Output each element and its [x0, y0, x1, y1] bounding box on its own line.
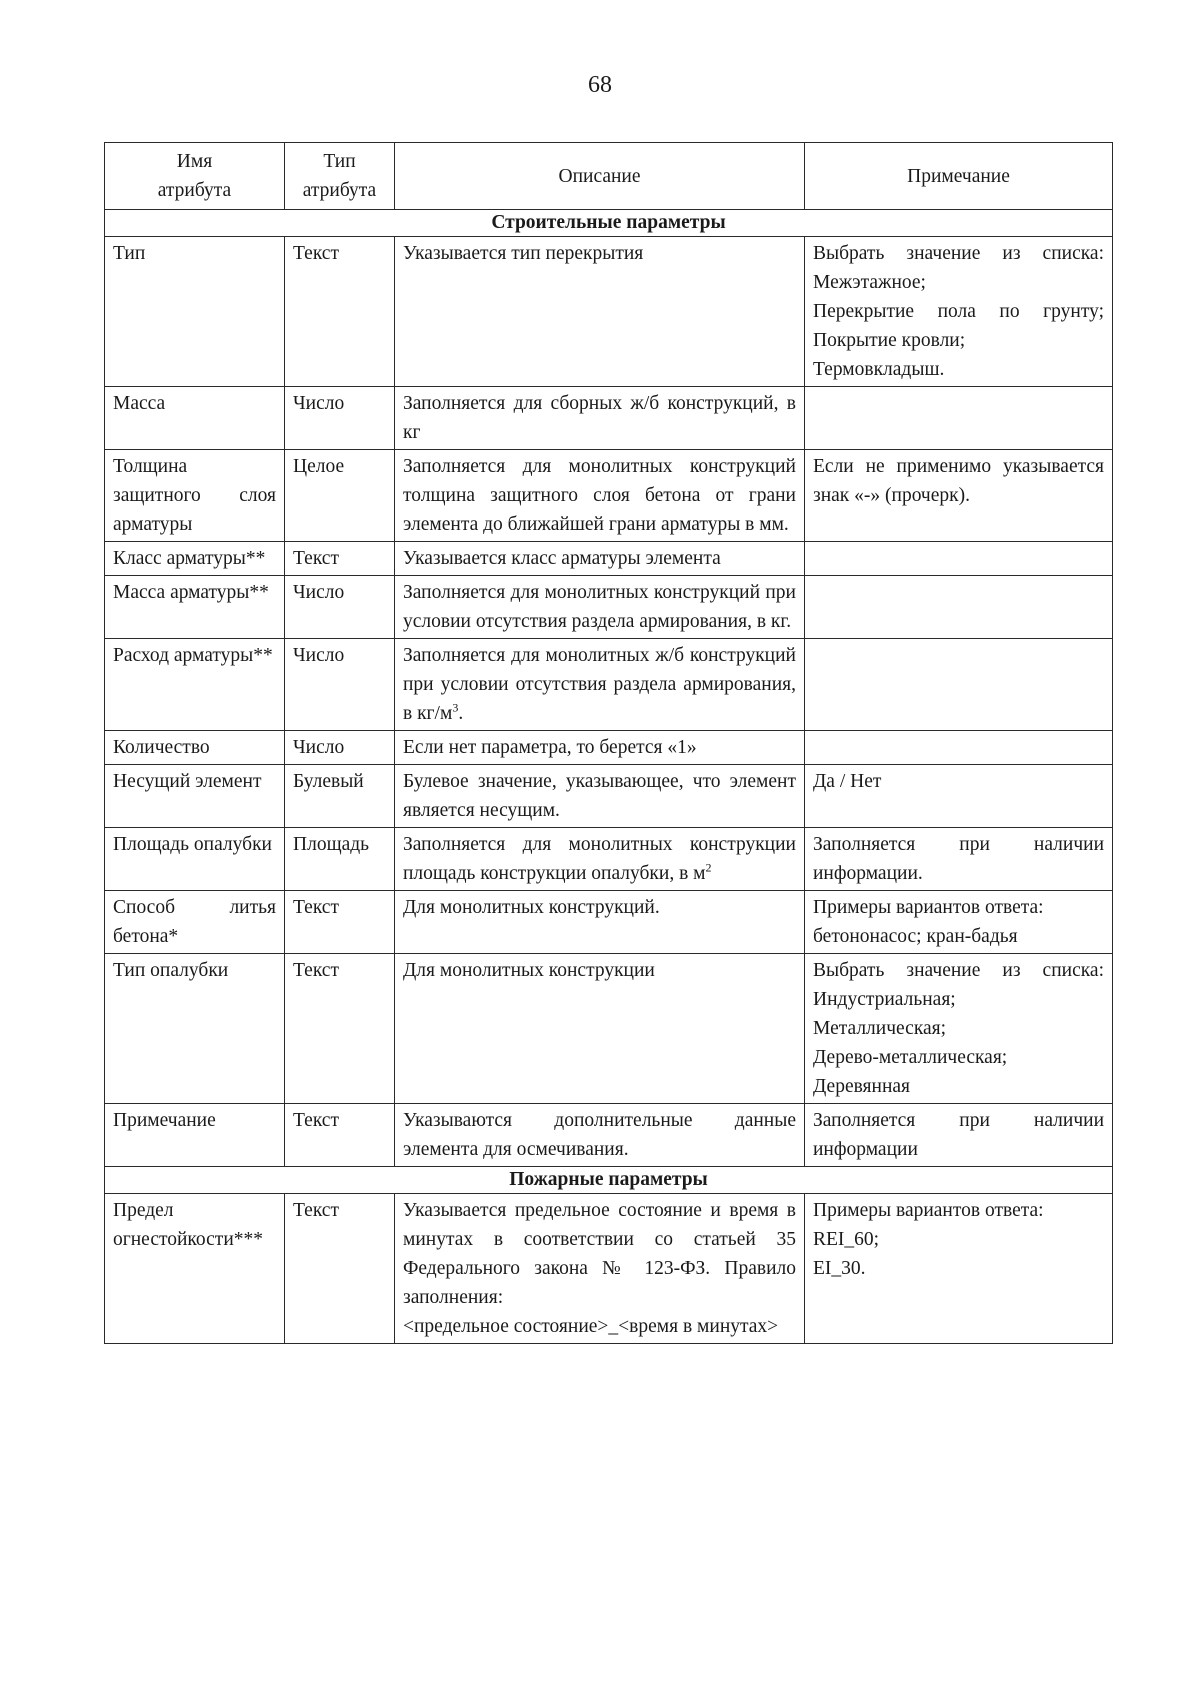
attribute-note: Заполняется при наличии информации [805, 1104, 1113, 1167]
attribute-type: Текст [285, 237, 395, 387]
attribute-note: Заполняется при наличии информации. [805, 828, 1113, 891]
attribute-name: Площадь опалубки [105, 828, 285, 891]
section-row [105, 1167, 1113, 1194]
attribute-name: Примечание [105, 1104, 285, 1167]
attribute-name: Масса [105, 387, 285, 450]
attribute-type: Текст [285, 542, 395, 576]
table-header-row [105, 143, 1113, 210]
attribute-type: Текст [285, 954, 395, 1104]
attribute-name: Масса арматуры** [105, 576, 285, 639]
attribute-description: Указывается предельное состояние и время в минутах в соответствии со статьей 35 Федерального закона № 123-ФЗ. Правило заполнения: <предельное состояние>_<время в минутах> [395, 1194, 805, 1344]
attribute-description: Указывается класс арматуры элемента [395, 542, 805, 576]
table-row [105, 387, 1113, 450]
section-row [105, 210, 1113, 237]
table-row [105, 828, 1113, 891]
attribute-note: Если не применимо указывается знак «-» (прочерк). [805, 450, 1113, 542]
attribute-name: Класс арматуры** [105, 542, 285, 576]
attribute-type: Текст [285, 891, 395, 954]
attribute-description: Заполняется для монолитных ж/б конструкций при условии отсутствия раздела армирования, в $кг/м^3$. [395, 639, 805, 731]
header-note: Примечание [805, 143, 1113, 210]
attribute-name: Количество [105, 731, 285, 765]
attribute-type: Число [285, 639, 395, 731]
table-row [105, 450, 1113, 542]
attribute-description: Заполняется для монолитных конструкций при условии отсутствия раздела армирования, в кг. [395, 576, 805, 639]
attribute-type: Число [285, 576, 395, 639]
section-title-construction: Строительные параметры [105, 210, 1113, 237]
table-row [105, 1104, 1113, 1167]
attribute-note: Выбрать значение из списка: Межэтажное; Перекрытие пола по грунту; Покрытие кровли; Термовкладыш. [805, 237, 1113, 387]
attribute-description: Булевое значение, указывающее, что элемент является несущим. [395, 765, 805, 828]
section-title-fire: Пожарные параметры [105, 1167, 1113, 1194]
attribute-note [805, 639, 1113, 731]
table-row [105, 639, 1113, 731]
attribute-note: Да / Нет [805, 765, 1113, 828]
attribute-type: Текст [285, 1104, 395, 1167]
attribute-name: Тип [105, 237, 285, 387]
attribute-name: Способ литья бетона* [105, 891, 285, 954]
attribute-description: Для монолитных конструкций. [395, 891, 805, 954]
attribute-type: Площадь [285, 828, 395, 891]
attribute-description: Если нет параметра, то берется «1» [395, 731, 805, 765]
attribute-type: Целое [285, 450, 395, 542]
attribute-table [104, 142, 1113, 1344]
table-row [105, 237, 1113, 387]
attribute-type: Текст [285, 1194, 395, 1344]
attribute-description: Для монолитных конструкции [395, 954, 805, 1104]
attribute-note [805, 576, 1113, 639]
table-row [105, 576, 1113, 639]
attribute-type: Булевый [285, 765, 395, 828]
attribute-note [805, 542, 1113, 576]
attribute-note [805, 731, 1113, 765]
attribute-description: Заполняется для монолитных конструкций толщина защитного слоя бетона от грани элемента до ближайшей грани арматуры в мм. [395, 450, 805, 542]
header-description: Описание [395, 143, 805, 210]
header-attribute-type: Тип атрибута [285, 143, 395, 210]
attribute-name: Толщина защитного слоя арматуры [105, 450, 285, 542]
attribute-name: Тип опалубки [105, 954, 285, 1104]
table-row [105, 765, 1113, 828]
table-row [105, 731, 1113, 765]
attribute-note: Выбрать значение из списка: Индустриальная; Металлическая; Дерево-металлическая; Деревянная [805, 954, 1113, 1104]
attribute-name: Несущий элемент [105, 765, 285, 828]
attribute-type: Число [285, 387, 395, 450]
attribute-note: Примеры вариантов ответа: бетононасос; кран-бадья [805, 891, 1113, 954]
attribute-description: Указывается тип перекрытия [395, 237, 805, 387]
table-row [105, 954, 1113, 1104]
attribute-name: Расход арматуры** [105, 639, 285, 731]
attribute-description: Заполняется для сборных ж/б конструкций, в кг [395, 387, 805, 450]
attribute-description: Указываются дополнительные данные элемента для осмечивания. [395, 1104, 805, 1167]
table-row [105, 891, 1113, 954]
table-row [105, 1194, 1113, 1344]
header-attribute-name: Имя атрибута [105, 143, 285, 210]
attribute-name: Предел огнестойкости*** [105, 1194, 285, 1344]
attribute-description: Заполняется для монолитных конструкции площадь конструкции опалубки, в $м^2$ [395, 828, 805, 891]
table-row [105, 542, 1113, 576]
attribute-type: Число [285, 731, 395, 765]
page-number: 68 [588, 72, 612, 98]
attribute-note [805, 387, 1113, 450]
attribute-note: Примеры вариантов ответа: REI_60; EI_30. [805, 1194, 1113, 1344]
